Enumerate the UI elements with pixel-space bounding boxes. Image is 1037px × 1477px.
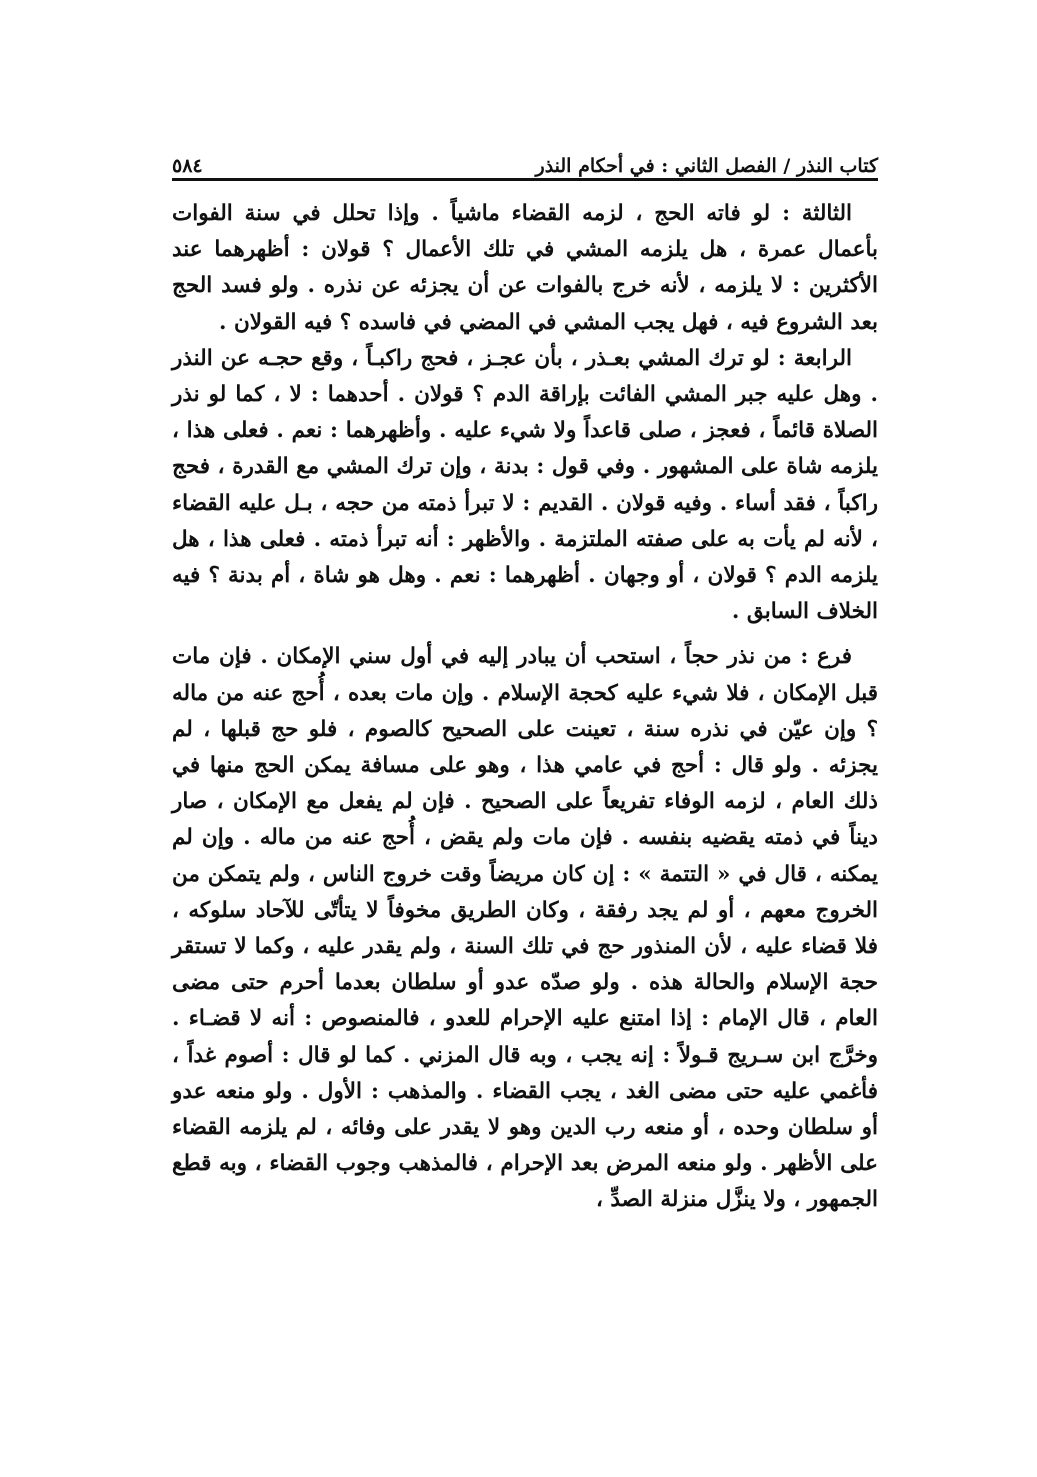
page-number: ٥٨٤ xyxy=(172,155,203,177)
paragraph-fourth-issue: الرابعة : لو ترك المشي بعـذر ، بأن عجـز ، فحج راكبـاً ، وقع حجـه عن النذر . وهل عليه جبر المشي الفائت بإراقة الدم ؟ قولان . أحدهما : لا ، كما لو نذر الصلاة قائماً ، فعجز ، صلى قاعداً ولا شيء عليه . وأظهرهما : نعم . فعلى هذا ، يلزمه شاة على المشهور . وفي قول : بدنة ، وإن ترك المشي مع القدرة ، فحج راكباً ، فقد أساء . وفيه قولان . القديم : لا تبرأ ذمته من حجه ، بـل عليه القضاء ، لأنه لم يأت به على صفته الملتزمة . والأظهر : أنه تبرأ ذمته . فعلى هذا ، هل يلزمه الدم ؟ قولان ، أو وجهان . أظهرهما : نعم . وهل هو شاة ، أم بدنة ؟ فيه الخلاف السابق . xyxy=(172,345,878,625)
paragraph-third-issue: الثالثة : لو فاته الحج ، لزمه القضاء ماشياً . وإذا تحلل في سنة الفوات بأعمال عمرة ، هل يلزمه المشي في تلك الأعمال ؟ قولان : أظهرهما عند الأكثرين : لا يلزمه ، لأنه خرج بالفوات عن أن يجزئه عن نذره . ولو فسد الحج بعد الشروع فيه ، فهل يجب المشي في المضي في فاسده ؟ فيه القولان . xyxy=(172,201,878,335)
header-title: كتاب النذر / الفصل الثاني : في أحكام النذر xyxy=(535,155,878,177)
running-header xyxy=(172,133,878,177)
header-rule xyxy=(172,178,878,181)
paragraph-branch: فرع : من نذر حجاً ، استحب أن يبادر إليه في أول سني الإمكان . فإن مات قبل الإمكان ، فلا شيء عليه كحجة الإسلام . وإن مات بعده ، أُحج عنه من ماله ؟ وإن عيّن في نذره سنة ، تعينت على الصحيح كالصوم ، فلو حج قبلها ، لم يجزئه . ولو قال : أحج في عامي هذا ، وهو على مسافة يمكن الحج منها في ذلك العام ، لزمه الوفاء تفريعاً على الصحيح . فإن لم يفعل مع الإمكان ، صار ديناً في ذمته يقضيه بنفسه . فإن مات ولم يقض ، أُحج عنه من ماله . وإن لم يمكنه ، قال في « التتمة » : إن كان مريضاً وقت خروج الناس ، ولم يتمكن من الخروج معهم ، أو لم يجد رفقة ، وكان الطريق مخوفاً لا يتأتّى للآحاد سلوكه ، فلا قضاء عليه ، لأن المنذور حج في تلك السنة ، ولم يقدر عليه ، وكما لا تستقر حجة الإسلام والحالة هذه . ولو صدّه عدو أو سلطان بعدما أحرم حتى مضى العام ، قال الإمام : إذا امتنع عليه الإحرام للعدو ، فالمنصوص : أنه لا قضـاء . وخرَّج ابن سـريج قـولاً : إنه يجب ، وبه قال المزني . كما لو قال : أصوم غداً ، فأغمي عليه حتى مضى الغد ، يجب القضاء . والمذهب : الأول . ولو منعه عدو أو سلطان وحده ، أو منعه رب الدين وهو لا يقدر على وفائه ، لم يلزمه القضاء على الأظهر . ولو منعه المرض بعد الإحرام ، فالمذهب وجوب القضاء ، وبه قطع الجمهور ، ولا ينزَّل منزلة الصدِّ ، xyxy=(172,644,878,1213)
page-body xyxy=(172,196,878,1219)
